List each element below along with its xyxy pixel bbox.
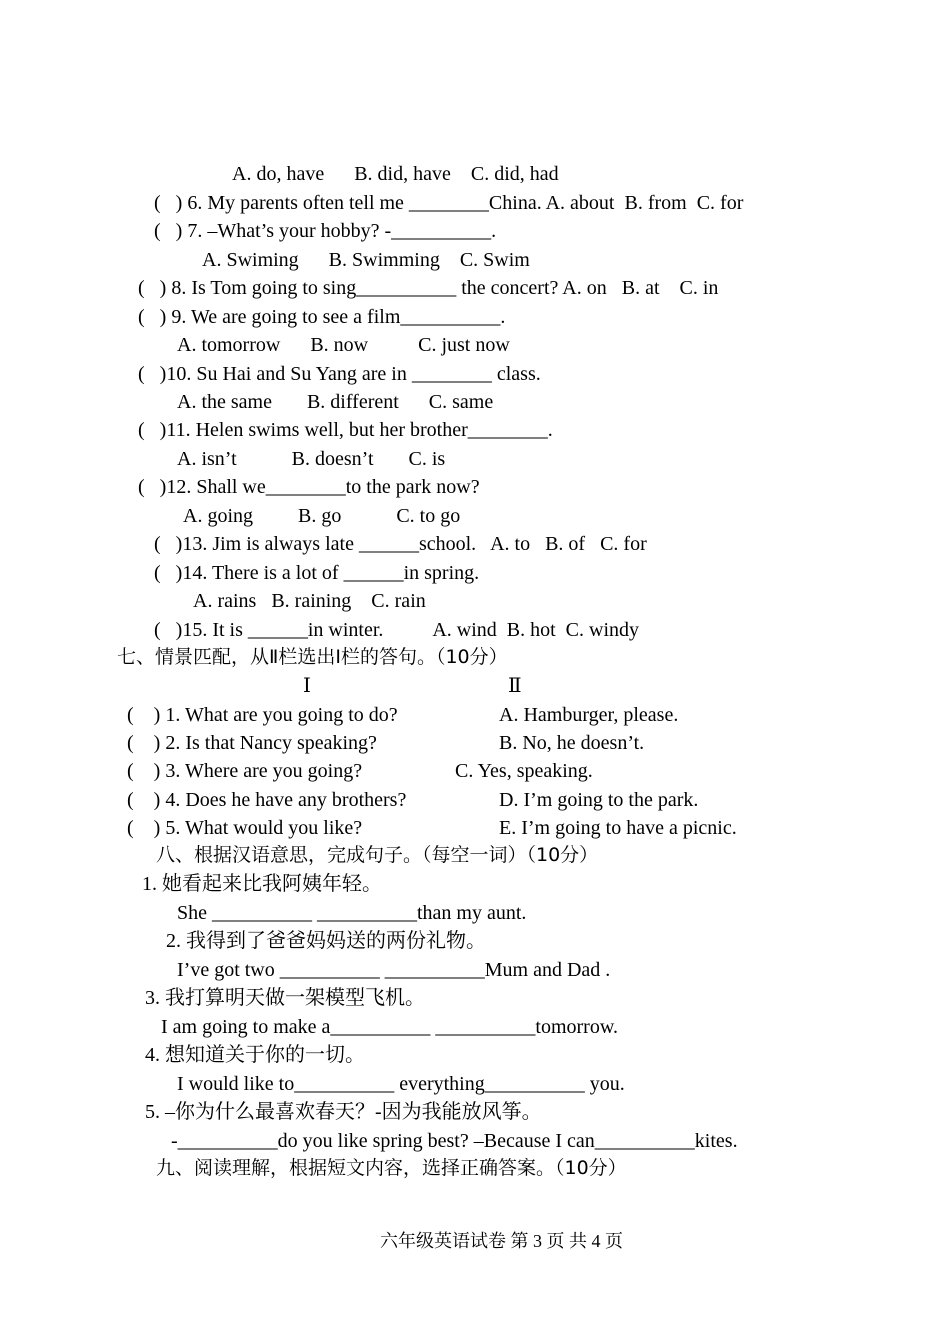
- translation-1-sentence: She __________ __________than my aunt.: [177, 902, 527, 924]
- question-14: ( )14. There is a lot of ______in spring.: [154, 562, 480, 584]
- question-9: ( ) 9. We are going to see a film__________.: [138, 306, 506, 328]
- q9-options: A. tomorrow B. now C. just now: [177, 334, 510, 356]
- match-answer-d: D. I’m going to the park.: [499, 789, 699, 811]
- q14-options: A. rains B. raining C. rain: [193, 590, 426, 612]
- match-question-4: ( ) 4. Does he have any brothers?: [127, 789, 407, 811]
- question-15: ( )15. It is ______in winter. A. wind B. hot C. windy: [154, 619, 639, 641]
- match-answer-c: C. Yes, speaking.: [455, 760, 593, 782]
- translation-3-sentence: I am going to make a__________ __________tomorrow.: [161, 1016, 618, 1038]
- q5-options: A. do, have B. did, have C. did, had: [232, 163, 559, 185]
- question-11: ( )11. Helen swims well, but her brother________.: [138, 419, 553, 441]
- q12-options: A. going B. go C. to go: [183, 505, 461, 527]
- match-answer-e: E. I’m going to have a picnic.: [499, 817, 737, 839]
- column-1-header: Ⅰ: [303, 675, 311, 697]
- question-13: ( )13. Jim is always late ______school. A. to B. of C. for: [154, 533, 647, 555]
- section-8-heading: 八、根据汉语意思，完成句子。（每空一词）（10分）: [156, 844, 599, 866]
- translation-5-prompt: 5. –你为什么最喜欢春天？-因为我能放风筝。: [145, 1101, 542, 1123]
- question-8: ( ) 8. Is Tom going to sing__________ the concert? A. on B. at C. in: [138, 277, 719, 299]
- translation-5-sentence: -__________do you like spring best? –Because I can__________kites.: [171, 1130, 738, 1152]
- match-answer-a: A. Hamburger, please.: [499, 704, 679, 726]
- question-6: ( ) 6. My parents often tell me ________China. A. about B. from C. for: [154, 192, 744, 214]
- match-question-3: ( ) 3. Where are you going?: [127, 760, 363, 782]
- match-question-2: ( ) 2. Is that Nancy speaking?: [127, 732, 377, 754]
- match-question-1: ( ) 1. What are you going to do?: [127, 704, 398, 726]
- section-7-heading: 七、情景匹配，从Ⅱ栏选出Ⅰ栏的答句。（10分）: [117, 646, 508, 668]
- translation-3-prompt: 3. 我打算明天做一架模型飞机。: [145, 987, 425, 1009]
- column-2-header: Ⅱ: [508, 675, 522, 697]
- q7-options: A. Swiming B. Swimming C. Swim: [202, 249, 530, 271]
- question-7: ( ) 7. –What’s your hobby? -__________.: [154, 220, 497, 242]
- q11-options: A. isn’t B. doesn’t C. is: [177, 448, 446, 470]
- page-footer: 六年级英语试卷 第 3 页 共 4 页: [380, 1231, 623, 1251]
- match-answer-b: B. No, he doesn’t.: [499, 732, 645, 754]
- translation-2-prompt: 2. 我得到了爸爸妈妈送的两份礼物。: [166, 930, 486, 952]
- q10-options: A. the same B. different C. same: [177, 391, 494, 413]
- translation-2-sentence: I’ve got two __________ __________Mum and Dad .: [177, 959, 611, 981]
- translation-1-prompt: 1. 她看起来比我阿姨年轻。: [142, 873, 382, 895]
- match-question-5: ( ) 5. What would you like?: [127, 817, 363, 839]
- translation-4-sentence: I would like to__________ everything__________ you.: [177, 1073, 625, 1095]
- question-12: ( )12. Shall we________to the park now?: [138, 476, 480, 498]
- translation-4-prompt: 4. 想知道关于你的一切。: [145, 1044, 365, 1066]
- question-10: ( )10. Su Hai and Su Yang are in ________ class.: [138, 363, 541, 385]
- section-9-heading: 九、阅读理解，根据短文内容，选择正确答案。（10分）: [156, 1157, 627, 1179]
